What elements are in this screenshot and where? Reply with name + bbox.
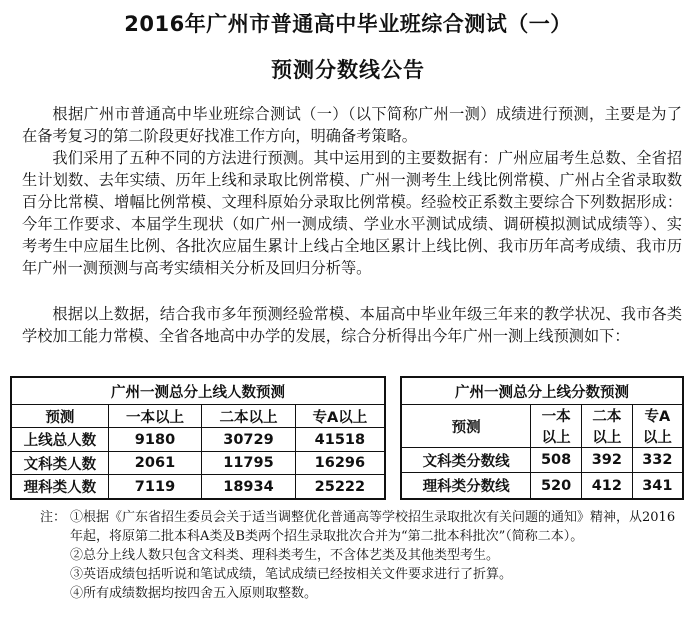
table-cell: 341 xyxy=(632,473,683,499)
table-cell: 9180 xyxy=(108,428,202,451)
announcement-title: 2016年广州市普通高中毕业班综合测试（一） xyxy=(124,12,572,36)
row-label: 上线总人数 xyxy=(11,428,108,451)
row-label: 文科类人数 xyxy=(11,451,108,474)
table-header: 以上 xyxy=(632,426,683,448)
note-item: ②总分上线人数只包含文科类、理科类考生，不含体艺类及其他类型考生。 xyxy=(70,548,500,563)
table-cell: 332 xyxy=(632,448,683,473)
table-caption: 广州一测总分上线人数预测 xyxy=(11,377,385,405)
table-header: 专A xyxy=(632,405,683,427)
table-row xyxy=(11,475,385,499)
table-header: 二本 xyxy=(581,405,632,427)
notes-label: 注： xyxy=(40,510,67,525)
table-row xyxy=(11,428,385,451)
row-label: 理科类分数线 xyxy=(401,473,531,499)
table-cell: 25222 xyxy=(295,475,385,499)
table-row xyxy=(401,448,683,473)
table-cell: 18934 xyxy=(202,475,296,499)
table-header: 二本以上 xyxy=(202,405,296,428)
paragraph-conclusion: 根据以上数据，结合我市多年预测经验常模、本届高中毕业年级三年来的教学状况、我市各类学校加工能力常模、全省各地高中办学的发展，综合分析得出今年广州一测上线预测如下： xyxy=(22,305,682,345)
table-header: 以上 xyxy=(581,426,632,448)
table-cell: 7119 xyxy=(108,475,202,499)
note-item: ③英语成绩包括听说和笔试成绩，笔试成绩已经按相关文件要求进行了折算。 xyxy=(70,567,513,582)
table-caption: 广州一测总分上线分数预测 xyxy=(401,377,683,405)
table-cell: 11795 xyxy=(202,451,296,474)
row-label: 理科类人数 xyxy=(11,475,108,499)
note-item xyxy=(40,508,680,546)
table-header: 预测 xyxy=(401,405,531,448)
paragraph-methods: 我们采用了五种不同的方法进行预测。其中运用到的主要数据有：广州应届考生总数、全省招生计划数、去年实绩、历年上线和录取比例常模、广州一测考生上线比例常模、广州占全省录取数百分比常模、增幅比例常模、文理科原始分录取比例常模。经验校正系数主要综合下列数据形成：今年工作要求、本届学生现状（如广州一测成绩、学业水平测试成绩、调研模拟测试成绩等）、实考考生中应届生比例、各批次应届生累计上线占全地区累计上线比例、我市历年高考成绩、我市历年广州一测预测与高考实绩相关分析及回归分析等。 xyxy=(22,149,682,277)
table-header: 以上 xyxy=(531,426,582,448)
note-item: ④所有成绩数据均按四舍五入原则取整数。 xyxy=(70,586,318,601)
table-cell: 16296 xyxy=(295,451,385,474)
notes-section xyxy=(40,508,680,603)
table-cell: 412 xyxy=(581,473,632,499)
score-line-table xyxy=(400,376,684,500)
table-header: 专A以上 xyxy=(295,405,385,428)
note-text: ①根据《广东省招生委员会关于适当调整优化普通高等学校招生录取批次有关问题的通知》精神，从2016年起，将原第二批本科A类及B类两个招生录取批次合并为“第二批本科批次”（简称二本）。 xyxy=(70,510,676,544)
table-cell: 30729 xyxy=(202,428,296,451)
announcement-subtitle: 预测分数线公告 xyxy=(271,58,425,82)
paragraph-purpose: 根据广州市普通高中毕业班综合测试（一）（以下简称广州一测）成绩进行预测，主要是为了在备考复习的第二阶段更好找准工作方向，明确备考策略。 xyxy=(22,105,682,145)
table-header: 一本以上 xyxy=(108,405,202,428)
table-cell: 392 xyxy=(581,448,632,473)
enrollment-count-table xyxy=(10,376,386,500)
table-cell: 41518 xyxy=(295,428,385,451)
table-row xyxy=(401,473,683,499)
table-cell: 520 xyxy=(531,473,582,499)
table-cell: 508 xyxy=(531,448,582,473)
table-header: 预测 xyxy=(11,405,108,428)
table-header: 一本 xyxy=(531,405,582,427)
table-cell: 2061 xyxy=(108,451,202,474)
row-label: 文科类分数线 xyxy=(401,448,531,473)
table-row xyxy=(11,451,385,474)
